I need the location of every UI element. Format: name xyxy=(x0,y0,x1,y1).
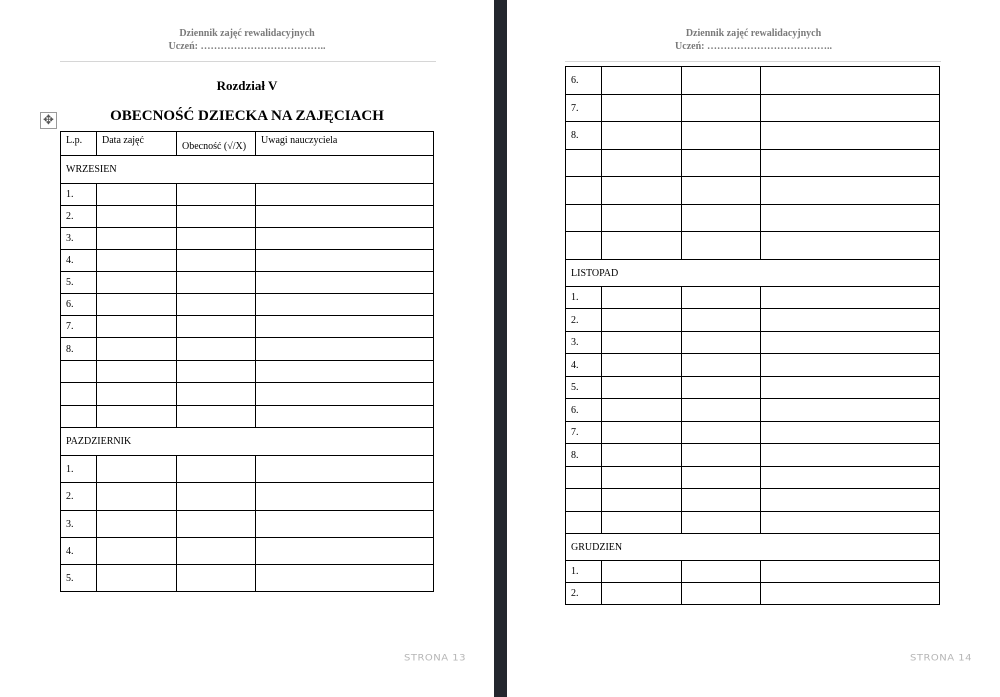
date-cell[interactable] xyxy=(97,511,177,538)
row-number xyxy=(566,489,602,512)
table-row xyxy=(61,272,434,294)
notes-cell[interactable] xyxy=(761,467,940,489)
attendance-cell[interactable] xyxy=(682,232,761,260)
attendance-cell[interactable] xyxy=(177,316,256,338)
notes-cell[interactable] xyxy=(256,272,434,294)
row-number: 4. xyxy=(566,354,602,377)
attendance-cell[interactable] xyxy=(177,184,256,206)
attendance-cell[interactable] xyxy=(682,95,761,122)
month-label: WRZESIEN xyxy=(61,156,434,184)
notes-cell[interactable] xyxy=(761,122,940,150)
notes-cell[interactable] xyxy=(761,205,940,232)
table-move-handle-icon[interactable]: ✥ xyxy=(40,112,57,129)
date-cell[interactable] xyxy=(97,338,177,361)
notes-cell[interactable] xyxy=(761,287,940,309)
attendance-cell[interactable] xyxy=(682,309,761,332)
date-cell[interactable] xyxy=(602,354,682,377)
column-header-notes: Uwagi nauczyciela xyxy=(256,132,434,156)
table-row xyxy=(61,184,434,206)
attendance-cell[interactable] xyxy=(177,361,256,383)
row-number: 8. xyxy=(566,122,602,150)
header-title: Dziennik zajęć rewalidacyjnych xyxy=(685,28,822,39)
month-row xyxy=(61,156,434,184)
table-row xyxy=(566,95,940,122)
attendance-cell[interactable] xyxy=(682,287,761,309)
chapter-heading: Rozdział V xyxy=(216,78,278,93)
notes-cell[interactable] xyxy=(256,511,434,538)
header-divider xyxy=(565,61,941,62)
page-gutter xyxy=(494,0,507,697)
row-number: 4. xyxy=(61,538,97,565)
header-title: Dziennik zajęć rewalidacyjnych xyxy=(179,28,315,39)
notes-cell[interactable] xyxy=(256,406,434,428)
notes-cell[interactable] xyxy=(761,377,940,399)
notes-cell[interactable] xyxy=(761,422,940,444)
row-number xyxy=(566,232,602,260)
date-cell[interactable] xyxy=(97,272,177,294)
page-header xyxy=(0,27,494,53)
notes-cell[interactable] xyxy=(761,354,940,377)
column-header-attendance: Obecność (√/X) xyxy=(177,132,256,156)
notes-cell[interactable] xyxy=(256,383,434,406)
notes-cell[interactable] xyxy=(761,399,940,422)
notes-cell[interactable] xyxy=(761,95,940,122)
attendance-cell[interactable] xyxy=(177,294,256,316)
document-page-right xyxy=(507,0,1000,697)
notes-cell[interactable] xyxy=(761,150,940,177)
attendance-cell[interactable] xyxy=(177,565,256,592)
table-row xyxy=(566,561,940,583)
date-cell[interactable] xyxy=(602,95,682,122)
date-cell[interactable] xyxy=(97,250,177,272)
attendance-cell[interactable] xyxy=(682,399,761,422)
notes-cell[interactable] xyxy=(256,361,434,383)
month-row xyxy=(61,428,434,456)
table-row xyxy=(566,287,940,309)
table-row xyxy=(61,383,434,406)
table-row xyxy=(61,406,434,428)
date-cell[interactable] xyxy=(97,538,177,565)
table-row xyxy=(61,483,434,511)
table-row xyxy=(566,354,940,377)
attendance-cell[interactable] xyxy=(177,272,256,294)
table-row xyxy=(566,489,940,512)
date-cell[interactable] xyxy=(97,456,177,483)
row-number: 5. xyxy=(61,565,97,592)
table-row xyxy=(566,467,940,489)
row-number: 3. xyxy=(566,332,602,354)
page-number-footer: STRONA 13 xyxy=(404,653,466,664)
notes-cell[interactable] xyxy=(256,184,434,206)
date-cell[interactable] xyxy=(602,467,682,489)
header-student-line: Uczeń: ……………………………….. xyxy=(168,41,326,52)
notes-cell[interactable] xyxy=(256,338,434,361)
date-cell[interactable] xyxy=(602,489,682,512)
table-row xyxy=(61,228,434,250)
table-header-row xyxy=(61,132,434,156)
notes-cell[interactable] xyxy=(256,565,434,592)
row-number: 3. xyxy=(61,228,97,250)
date-cell[interactable] xyxy=(602,399,682,422)
column-header-date: Data zajęć xyxy=(97,132,177,156)
attendance-table xyxy=(60,131,434,592)
date-cell[interactable] xyxy=(97,206,177,228)
notes-cell[interactable] xyxy=(256,538,434,565)
table-row xyxy=(61,456,434,483)
table-row xyxy=(566,232,940,260)
row-number xyxy=(566,150,602,177)
table-row xyxy=(61,511,434,538)
date-cell[interactable] xyxy=(97,406,177,428)
table-row xyxy=(566,122,940,150)
notes-cell[interactable] xyxy=(256,456,434,483)
month-row xyxy=(566,260,940,287)
date-cell[interactable] xyxy=(602,512,682,534)
table-row xyxy=(61,294,434,316)
date-cell[interactable] xyxy=(97,361,177,383)
attendance-cell[interactable] xyxy=(682,177,761,205)
date-cell[interactable] xyxy=(97,316,177,338)
header-divider xyxy=(60,61,436,62)
row-number: 1. xyxy=(61,456,97,483)
header-student-line: Uczeń: ……………………………….. xyxy=(675,41,832,52)
table-row xyxy=(61,316,434,338)
attendance-cell[interactable] xyxy=(177,228,256,250)
date-cell[interactable] xyxy=(97,184,177,206)
notes-cell[interactable] xyxy=(256,228,434,250)
notes-cell[interactable] xyxy=(761,512,940,534)
date-cell[interactable] xyxy=(602,205,682,232)
table-row xyxy=(566,422,940,444)
attendance-cell[interactable] xyxy=(682,561,761,583)
row-number: 2. xyxy=(566,583,602,605)
date-cell[interactable] xyxy=(97,294,177,316)
date-cell[interactable] xyxy=(602,422,682,444)
attendance-cell[interactable] xyxy=(177,483,256,511)
table-row xyxy=(61,538,434,565)
row-number: 7. xyxy=(61,316,97,338)
date-cell[interactable] xyxy=(602,444,682,467)
notes-cell[interactable] xyxy=(761,583,940,605)
notes-cell[interactable] xyxy=(256,483,434,511)
attendance-cell[interactable] xyxy=(682,332,761,354)
attendance-cell[interactable] xyxy=(177,383,256,406)
date-cell[interactable] xyxy=(602,287,682,309)
attendance-cell[interactable] xyxy=(682,205,761,232)
table-row xyxy=(566,377,940,399)
row-number: 4. xyxy=(61,250,97,272)
table-row xyxy=(566,583,940,605)
table-row xyxy=(566,444,940,467)
row-number xyxy=(566,177,602,205)
row-number: 7. xyxy=(566,422,602,444)
attendance-cell[interactable] xyxy=(177,511,256,538)
notes-cell[interactable] xyxy=(761,444,940,467)
attendance-cell[interactable] xyxy=(682,583,761,605)
row-number: 2. xyxy=(61,483,97,511)
notes-cell[interactable] xyxy=(256,206,434,228)
row-number: 2. xyxy=(61,206,97,228)
table-row xyxy=(61,565,434,592)
table-row xyxy=(566,332,940,354)
attendance-cell[interactable] xyxy=(682,467,761,489)
table-row xyxy=(566,399,940,422)
table-row xyxy=(566,150,940,177)
table-row xyxy=(566,177,940,205)
date-cell[interactable] xyxy=(602,122,682,150)
notes-cell[interactable] xyxy=(761,309,940,332)
row-number: 6. xyxy=(61,294,97,316)
row-number: 7. xyxy=(566,95,602,122)
row-number: 2. xyxy=(566,309,602,332)
row-number: 1. xyxy=(566,287,602,309)
month-row xyxy=(566,534,940,561)
date-cell[interactable] xyxy=(602,583,682,605)
notes-cell[interactable] xyxy=(256,294,434,316)
attendance-cell[interactable] xyxy=(682,122,761,150)
date-cell[interactable] xyxy=(602,177,682,205)
row-number: 8. xyxy=(566,444,602,467)
attendance-cell[interactable] xyxy=(177,338,256,361)
date-cell[interactable] xyxy=(602,377,682,399)
attendance-cell[interactable] xyxy=(682,444,761,467)
month-label: GRUDZIEN xyxy=(566,534,940,561)
attendance-cell[interactable] xyxy=(177,456,256,483)
attendance-cell[interactable] xyxy=(177,538,256,565)
row-number: 1. xyxy=(61,184,97,206)
row-number xyxy=(566,205,602,232)
month-label: LISTOPAD xyxy=(566,260,940,287)
table-row xyxy=(61,338,434,361)
notes-cell[interactable] xyxy=(761,489,940,512)
row-number: 5. xyxy=(566,377,602,399)
attendance-cell[interactable] xyxy=(177,206,256,228)
attendance-cell[interactable] xyxy=(177,250,256,272)
notes-cell[interactable] xyxy=(761,67,940,95)
table-row xyxy=(61,206,434,228)
date-cell[interactable] xyxy=(602,150,682,177)
row-number: 5. xyxy=(61,272,97,294)
row-number xyxy=(61,361,97,383)
attendance-cell[interactable] xyxy=(682,150,761,177)
document-page-left xyxy=(0,0,494,697)
table-row xyxy=(566,512,940,534)
date-cell[interactable] xyxy=(602,67,682,95)
attendance-cell[interactable] xyxy=(682,512,761,534)
row-number: 6. xyxy=(566,399,602,422)
date-cell[interactable] xyxy=(97,565,177,592)
row-number: 8. xyxy=(61,338,97,361)
attendance-cell[interactable] xyxy=(682,67,761,95)
document-title: OBECNOŚĆ DZIECKA NA ZAJĘCIACH xyxy=(110,108,384,124)
date-cell[interactable] xyxy=(602,309,682,332)
row-number xyxy=(566,512,602,534)
date-cell[interactable] xyxy=(602,232,682,260)
page-number-footer: STRONA 14 xyxy=(910,653,972,664)
date-cell[interactable] xyxy=(602,561,682,583)
table-row xyxy=(566,205,940,232)
table-row xyxy=(566,309,940,332)
attendance-table-continued xyxy=(565,66,940,605)
attendance-cell[interactable] xyxy=(177,406,256,428)
notes-cell[interactable] xyxy=(256,250,434,272)
column-header-lp: L.p. xyxy=(61,132,97,156)
row-number: 1. xyxy=(566,561,602,583)
table-row xyxy=(566,67,940,95)
row-number: 6. xyxy=(566,67,602,95)
attendance-cell[interactable] xyxy=(682,377,761,399)
row-number xyxy=(61,383,97,406)
date-cell[interactable] xyxy=(97,383,177,406)
date-cell[interactable] xyxy=(602,332,682,354)
notes-cell[interactable] xyxy=(761,177,940,205)
row-number xyxy=(566,467,602,489)
notes-cell[interactable] xyxy=(256,316,434,338)
table-row xyxy=(61,250,434,272)
notes-cell[interactable] xyxy=(761,561,940,583)
attendance-cell[interactable] xyxy=(682,422,761,444)
page-header xyxy=(507,27,1000,53)
row-number: 3. xyxy=(61,511,97,538)
month-label: PAZDZIERNIK xyxy=(61,428,434,456)
attendance-cell[interactable] xyxy=(682,354,761,377)
notes-cell[interactable] xyxy=(761,332,940,354)
attendance-cell[interactable] xyxy=(682,489,761,512)
row-number xyxy=(61,406,97,428)
notes-cell[interactable] xyxy=(761,232,940,260)
date-cell[interactable] xyxy=(97,228,177,250)
date-cell[interactable] xyxy=(97,483,177,511)
table-row xyxy=(61,361,434,383)
